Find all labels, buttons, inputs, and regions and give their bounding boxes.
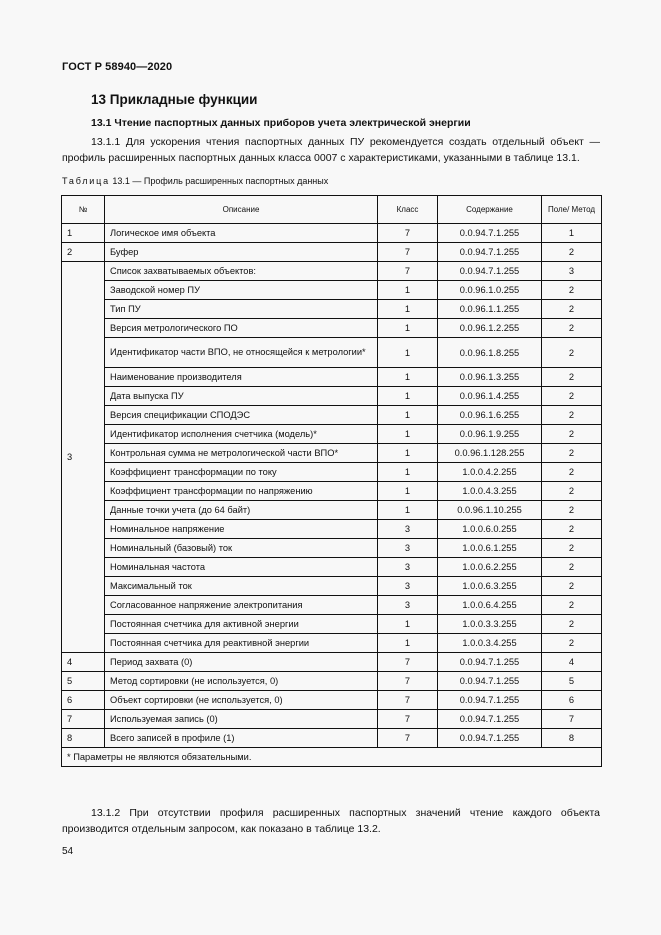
row-class: 1 — [378, 368, 438, 387]
paragraph-13-1-2: 13.1.2 При отсутствии профиля расширенных паспортных значений чтение каждого объекта производится отдельным запросом, как показано в таблице 13.2. — [62, 807, 600, 835]
table-row — [62, 243, 602, 262]
table-row — [62, 577, 602, 596]
row-field-method: 2 — [542, 425, 602, 444]
row-number: 5 — [62, 672, 105, 691]
row-field-method: 2 — [542, 387, 602, 406]
row-description: Идентификатор части ВПО, не относящейся к метрологии* — [105, 338, 378, 368]
row-description: Дата выпуска ПУ — [105, 387, 378, 406]
row-description: Логическое имя объекта — [105, 224, 378, 243]
row-description: Метод сортировки (не используется, 0) — [105, 672, 378, 691]
page-number: 54 — [62, 846, 74, 857]
row-class: 1 — [378, 300, 438, 319]
row-description: Объект сортировки (не используется, 0) — [105, 691, 378, 710]
row-field-method: 7 — [542, 710, 602, 729]
row-class: 1 — [378, 634, 438, 653]
row-description: Номинальный (базовый) ток — [105, 539, 378, 558]
table-row — [62, 539, 602, 558]
row-field-method: 2 — [542, 338, 602, 368]
row-class: 7 — [378, 691, 438, 710]
row-number: 3 — [62, 262, 105, 653]
row-description: Всего записей в профиле (1) — [105, 729, 378, 748]
row-class: 1 — [378, 281, 438, 300]
row-description: Наименование производителя — [105, 368, 378, 387]
row-description: Коэффициент трансформации по току — [105, 463, 378, 482]
table-caption — [62, 176, 328, 186]
col-header-description: Описание — [105, 196, 378, 224]
row-field-method: 4 — [542, 653, 602, 672]
row-content: 1.0.0.3.3.255 — [438, 615, 542, 634]
subsection-title: 13.1 Чтение паспортных данных приборов учета электрической энергии — [91, 117, 471, 129]
table-row — [62, 463, 602, 482]
row-content: 0.0.94.7.1.255 — [438, 672, 542, 691]
row-class: 7 — [378, 224, 438, 243]
row-description: Контрольная сумма не метрологической части ВПО* — [105, 444, 378, 463]
row-content: 1.0.0.6.4.255 — [438, 596, 542, 615]
table-caption-label: Таблица — [62, 176, 110, 186]
table-row — [62, 281, 602, 300]
row-content: 0.0.94.7.1.255 — [438, 243, 542, 262]
row-content: 0.0.94.7.1.255 — [438, 691, 542, 710]
row-field-method: 2 — [542, 300, 602, 319]
row-description: Идентификатор исполнения счетчика (модель)* — [105, 425, 378, 444]
table-header-row — [62, 196, 602, 224]
row-field-method: 3 — [542, 262, 602, 281]
row-class: 1 — [378, 444, 438, 463]
row-field-method: 2 — [542, 558, 602, 577]
row-content: 0.0.96.1.0.255 — [438, 281, 542, 300]
row-content: 0.0.96.1.3.255 — [438, 368, 542, 387]
row-content: 0.0.94.7.1.255 — [438, 262, 542, 281]
row-field-method: 2 — [542, 319, 602, 338]
row-description: Заводской номер ПУ — [105, 281, 378, 300]
row-number: 4 — [62, 653, 105, 672]
row-content: 1.0.0.6.3.255 — [438, 577, 542, 596]
row-class: 3 — [378, 577, 438, 596]
row-field-method: 6 — [542, 691, 602, 710]
row-content: 0.0.94.7.1.255 — [438, 224, 542, 243]
table-row — [62, 224, 602, 243]
table-row — [62, 338, 602, 368]
table-row — [62, 672, 602, 691]
row-content: 0.0.94.7.1.255 — [438, 653, 542, 672]
row-description: Версия метрологического ПО — [105, 319, 378, 338]
row-class: 7 — [378, 243, 438, 262]
document-code: ГОСТ Р 58940—2020 — [62, 61, 173, 73]
row-class: 1 — [378, 319, 438, 338]
row-description: Максимальный ток — [105, 577, 378, 596]
row-content: 1.0.0.6.0.255 — [438, 520, 542, 539]
table-footnote-row — [62, 748, 602, 767]
table-row — [62, 300, 602, 319]
row-content: 0.0.94.7.1.255 — [438, 710, 542, 729]
row-class: 7 — [378, 653, 438, 672]
row-class: 1 — [378, 406, 438, 425]
table-row — [62, 558, 602, 577]
row-content: 0.0.96.1.128.255 — [438, 444, 542, 463]
table-row — [62, 482, 602, 501]
row-number: 7 — [62, 710, 105, 729]
table-row — [62, 501, 602, 520]
row-content: 0.0.94.7.1.255 — [438, 729, 542, 748]
row-field-method: 1 — [542, 224, 602, 243]
row-class: 3 — [378, 520, 438, 539]
table-row — [62, 729, 602, 748]
row-class: 1 — [378, 387, 438, 406]
row-class: 1 — [378, 615, 438, 634]
row-description: Номинальная частота — [105, 558, 378, 577]
passport-profile-table — [61, 195, 602, 767]
row-description: Тип ПУ — [105, 300, 378, 319]
table-row — [62, 520, 602, 539]
table-row — [62, 710, 602, 729]
row-description: Коэффициент трансформации по напряжению — [105, 482, 378, 501]
row-field-method: 2 — [542, 615, 602, 634]
row-content: 0.0.96.1.1.255 — [438, 300, 542, 319]
row-content: 0.0.96.1.10.255 — [438, 501, 542, 520]
row-content: 1.0.0.4.2.255 — [438, 463, 542, 482]
table-row — [62, 368, 602, 387]
table-row — [62, 596, 602, 615]
row-class: 1 — [378, 425, 438, 444]
table-row — [62, 425, 602, 444]
row-content: 1.0.0.6.2.255 — [438, 558, 542, 577]
section-title: 13 Прикладные функции — [91, 92, 258, 107]
row-content: 1.0.0.3.4.255 — [438, 634, 542, 653]
row-content: 0.0.96.1.9.255 — [438, 425, 542, 444]
row-number: 2 — [62, 243, 105, 262]
row-description: Постоянная счетчика для реактивной энергии — [105, 634, 378, 653]
row-field-method: 2 — [542, 482, 602, 501]
row-content: 1.0.0.6.1.255 — [438, 539, 542, 558]
row-field-method: 2 — [542, 463, 602, 482]
row-description: Используемая запись (0) — [105, 710, 378, 729]
col-header-number: № — [62, 196, 105, 224]
table-row — [62, 653, 602, 672]
row-field-method: 5 — [542, 672, 602, 691]
row-field-method: 8 — [542, 729, 602, 748]
row-number: 8 — [62, 729, 105, 748]
row-class: 7 — [378, 262, 438, 281]
row-number: 6 — [62, 691, 105, 710]
row-description: Постоянная счетчика для активной энергии — [105, 615, 378, 634]
row-description: Буфер — [105, 243, 378, 262]
row-description: Период захвата (0) — [105, 653, 378, 672]
row-description: Список захватываемых объектов: — [105, 262, 378, 281]
row-content: 0.0.96.1.6.255 — [438, 406, 542, 425]
row-class: 3 — [378, 558, 438, 577]
col-header-content: Содержание — [438, 196, 542, 224]
table-row — [62, 319, 602, 338]
row-class: 1 — [378, 482, 438, 501]
row-field-method: 2 — [542, 539, 602, 558]
row-class: 1 — [378, 338, 438, 368]
row-description: Версия спецификации СПОДЭС — [105, 406, 378, 425]
row-description: Согласованное напряжение электропитания — [105, 596, 378, 615]
row-field-method: 2 — [542, 243, 602, 262]
row-field-method: 2 — [542, 634, 602, 653]
table-row — [62, 444, 602, 463]
table-row — [62, 406, 602, 425]
table-footnote: * Параметры не являются обязательными. — [62, 748, 602, 767]
table-row — [62, 691, 602, 710]
row-class: 3 — [378, 539, 438, 558]
row-description: Данные точки учета (до 64 байт) — [105, 501, 378, 520]
table-caption-text: 13.1 — Профиль расширенных паспортных данных — [109, 176, 329, 186]
table-row — [62, 615, 602, 634]
row-field-method: 2 — [542, 501, 602, 520]
row-field-method: 2 — [542, 520, 602, 539]
row-description: Номинальное напряжение — [105, 520, 378, 539]
col-header-class: Класс — [378, 196, 438, 224]
row-class: 7 — [378, 710, 438, 729]
row-field-method: 2 — [542, 368, 602, 387]
table-row — [62, 262, 602, 281]
row-content: 1.0.0.4.3.255 — [438, 482, 542, 501]
row-content: 0.0.96.1.2.255 — [438, 319, 542, 338]
row-number: 1 — [62, 224, 105, 243]
row-class: 1 — [378, 463, 438, 482]
table-body — [62, 224, 602, 767]
row-class: 7 — [378, 672, 438, 691]
row-field-method: 2 — [542, 406, 602, 425]
row-content: 0.0.96.1.4.255 — [438, 387, 542, 406]
row-field-method: 2 — [542, 596, 602, 615]
row-field-method: 2 — [542, 281, 602, 300]
col-header-field-method: Поле/ Метод — [542, 196, 602, 224]
row-content: 0.0.96.1.8.255 — [438, 338, 542, 368]
paragraph-13-1-1: 13.1.1 Для ускорения чтения паспортных данных ПУ рекомендуется создать отдельный объект — профиль расширенных паспортных данных класса 0007 с характеристиками, указанными в таблице 13.1. — [62, 136, 600, 164]
table-row — [62, 634, 602, 653]
row-class: 7 — [378, 729, 438, 748]
row-field-method: 2 — [542, 577, 602, 596]
row-class: 3 — [378, 596, 438, 615]
row-field-method: 2 — [542, 444, 602, 463]
row-class: 1 — [378, 501, 438, 520]
table-row — [62, 387, 602, 406]
